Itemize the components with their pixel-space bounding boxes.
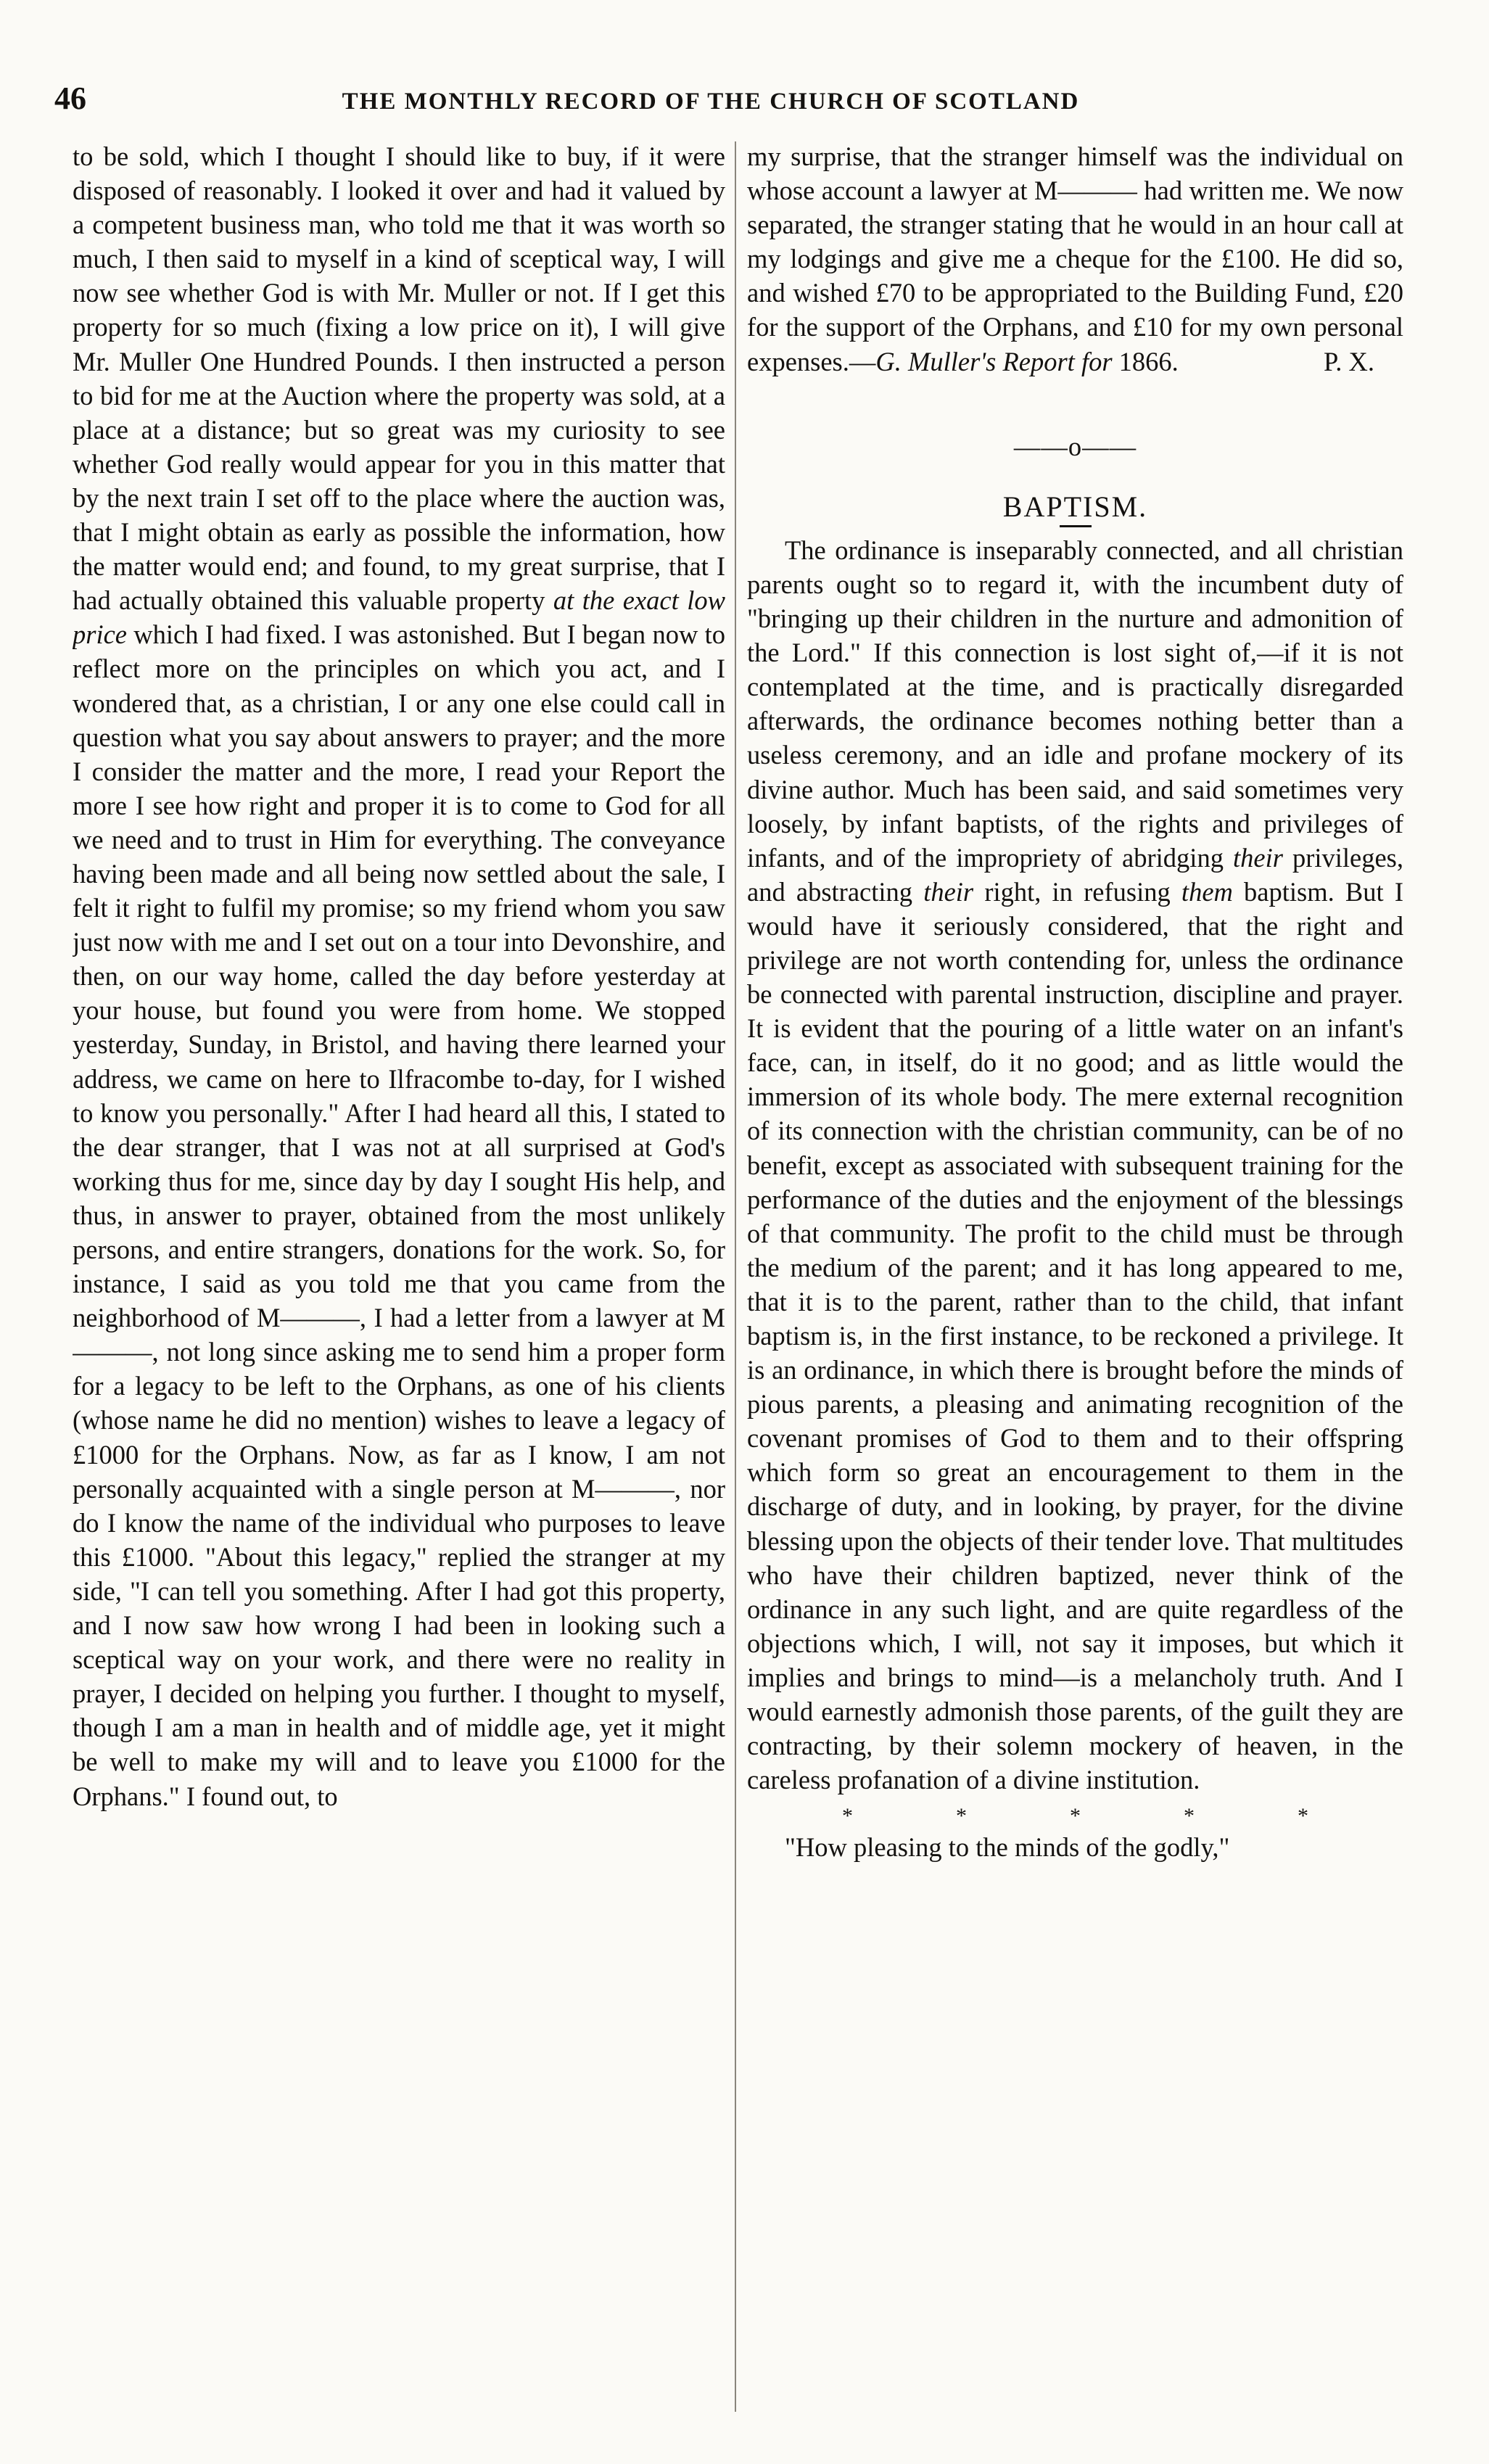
signature: P. X. — [1324, 346, 1374, 376]
paragraph-text: After I had heard all this, I stated to the dear stranger, that I was not at all surprised at God's working thus for me, since day by day I sought His help, and thus, in answer to prayer, obtained from the most unlikely persons, and entire strangers, donations for the work. So, for instance, I said as you told me that you came from the neighborhood of M———, I had a letter from a lawyer at M———, not long since asking me to send him a proper form for a legacy to be left to the Orphans, as one of his clients (whose name he did no mention) wishes to leave a legacy of £1000 for the Orphans. Now, as far as I know, I am not personally acquainted with a single person at M———, nor do I know the name of the individual who purposes to leave this £1000. "About this legacy," replied the stranger at my side, "I can tell you something. After I had got this property, and I now saw how wrong I had been in looking such a sceptical way on your work, and there were no reality in prayer, I decided on helping you further. I thought to myself, though I am a man in health and of middle age, yet it might be well to make my will and to leave you £1000 for the Orphans." I found out, to — [73, 1097, 725, 1811]
italic-word: them — [1181, 876, 1233, 907]
source-citation: G. Muller's Report for — [875, 346, 1113, 376]
right-column — [747, 139, 1403, 2417]
paragraph-text: to be sold, which I thought I should like to buy, if it were disposed of reasonably. I looked it over and had it valued by a competent business man, who told me that it was worth so much, I then said to myself in a kind of sceptical way, I will now see whether God is with Mr. Muller or not. If I get this property for so much (fixing a low price on it), I will give Mr. Muller One Hundred Pounds. I then instructed a person to bid for me at the Auction where the property was sold, at a place at a distance; but so great was my curiosity to see whether God really would appear for you in this matter that by the next train I set off to the place where the auction was, that I might obtain as early as possible the information, how the matter would end; and found, to my great surprise, that I had actually obtained this valuable property — [73, 141, 725, 616]
paragraph-text: privileges, and abstracting — [747, 842, 1403, 907]
article-paragraph — [747, 533, 1403, 1797]
section-heading: BAPTISM. — [1002, 490, 1148, 523]
paragraph-text: baptism. But I would have it seriously considered, that the right and privilege are not worth contending for, unless the ordinance be connected with parental instruction, discipline and prayer. It is evident that the pouring of a little water on an infant's face, can, in itself, do it no good; and as little would the immersion of its whole body. The mere external recognition of its connection with the christian community, can be of no benefit, except as associated with subsequent training for the performance of the duties and the enjoyment of the blessings of that community. The profit to the child must be through the medium of the parent; and it has long appeared to me, that it is to the parent, rather than to the child, that infant baptism is, in the first instance, to be reckoned a privilege. It is an ordinance, in which there is brought before the minds of pious parents, a pleasing and animating recognition of the covenant promises of God to them and to their offspring which form so great an encouragement to them in the discharge of duty, and in looking, by prayer, for the divine blessing upon the objects of their tender love. That multitudes who have their children baptized, never think of the ordinance in any such light, and are quite regardless of the objections which, I will, not say it imposes, but which it implies and brings to mind—is a melancholy truth. And I would earnestly admonish those parents, of the guilt they are contracting, by their solemn mockery of heaven, in the careless profanation of a divine institution. — [747, 876, 1403, 1795]
asterism — [747, 1802, 1403, 1830]
paragraph-text: right, in refusing — [973, 876, 1181, 907]
paragraph-text: The ordinance is inseparably connected, and all christian parents ought so to regard it, with the incumbent duty of "bringing up their children in the nurture and admonition of the Lord." If this connection is lost sight of,—if it is not contemplated at the time, and is practically disregarded afterwards, the ordinance becomes nothing better than a useless ceremony, and an idle and profane mockery of its divine author. Much has been said, and said sometimes very loosely, by infant baptists, of the rights and privileges of infants, and of the impropriety of abridging — [747, 535, 1403, 873]
page-number: 46 — [54, 81, 86, 116]
section-separator: ——o—— — [1013, 431, 1137, 461]
star-glyph: * — [1070, 1804, 1081, 1829]
left-column — [73, 139, 725, 2417]
article-paragraph: "How pleasing to the minds of the godly," — [785, 1832, 1230, 1863]
paragraph-text: my surprise, that the stranger himself was the individual on whose account a lawyer at M——— had written me. We now separated, the stranger stating that he would in an hour call at my lodgings and give me a cheque for the £100. He did so, and wished £70 to be appropriated to the Building Fund, £20 for the support of the Orphans, and £10 for my own personal expenses.— — [747, 141, 1403, 376]
running-title: THE MONTHLY RECORD OF THE CHURCH OF SCOTLAND — [342, 88, 1080, 115]
paragraph-text: which I had fixed. I was astonished. But I began now to reflect more on the principles on which you act, and I wondered that, as a christian, I or any one else could call in question what you say about answers to prayer; and the more I consider the matter and the more, I read your Report the more I see how right and proper it is to come to God for all we need and to trust in Him for everything. The conveyance having been made and all being now settled about the sale, I felt it right to fulfil my promise; so my friend whom you saw just now with me and I set out on a tour into Devonshire, and then, on our way home, called the day before yesterday at your house, but found you were from home. We stopped yesterday, Sunday, in Bristol, and having there learned your address, we came on here to Ilfracombe to-day, for I wished to know you personally." — [73, 619, 725, 1128]
running-header — [54, 80, 1418, 123]
star-glyph: * — [842, 1804, 853, 1829]
article-paragraph — [747, 139, 1403, 379]
italic-phrase: at the exact low price — [73, 585, 725, 650]
column-divider — [735, 141, 736, 2412]
source-year: 1866. — [1112, 346, 1179, 376]
article-paragraph — [73, 139, 725, 1813]
italic-word: their — [1232, 842, 1283, 873]
star-glyph: * — [956, 1804, 967, 1829]
star-glyph: * — [1184, 1804, 1195, 1829]
italic-word: their — [923, 876, 974, 907]
heading-rule — [1060, 525, 1092, 527]
star-glyph: * — [1298, 1804, 1308, 1829]
